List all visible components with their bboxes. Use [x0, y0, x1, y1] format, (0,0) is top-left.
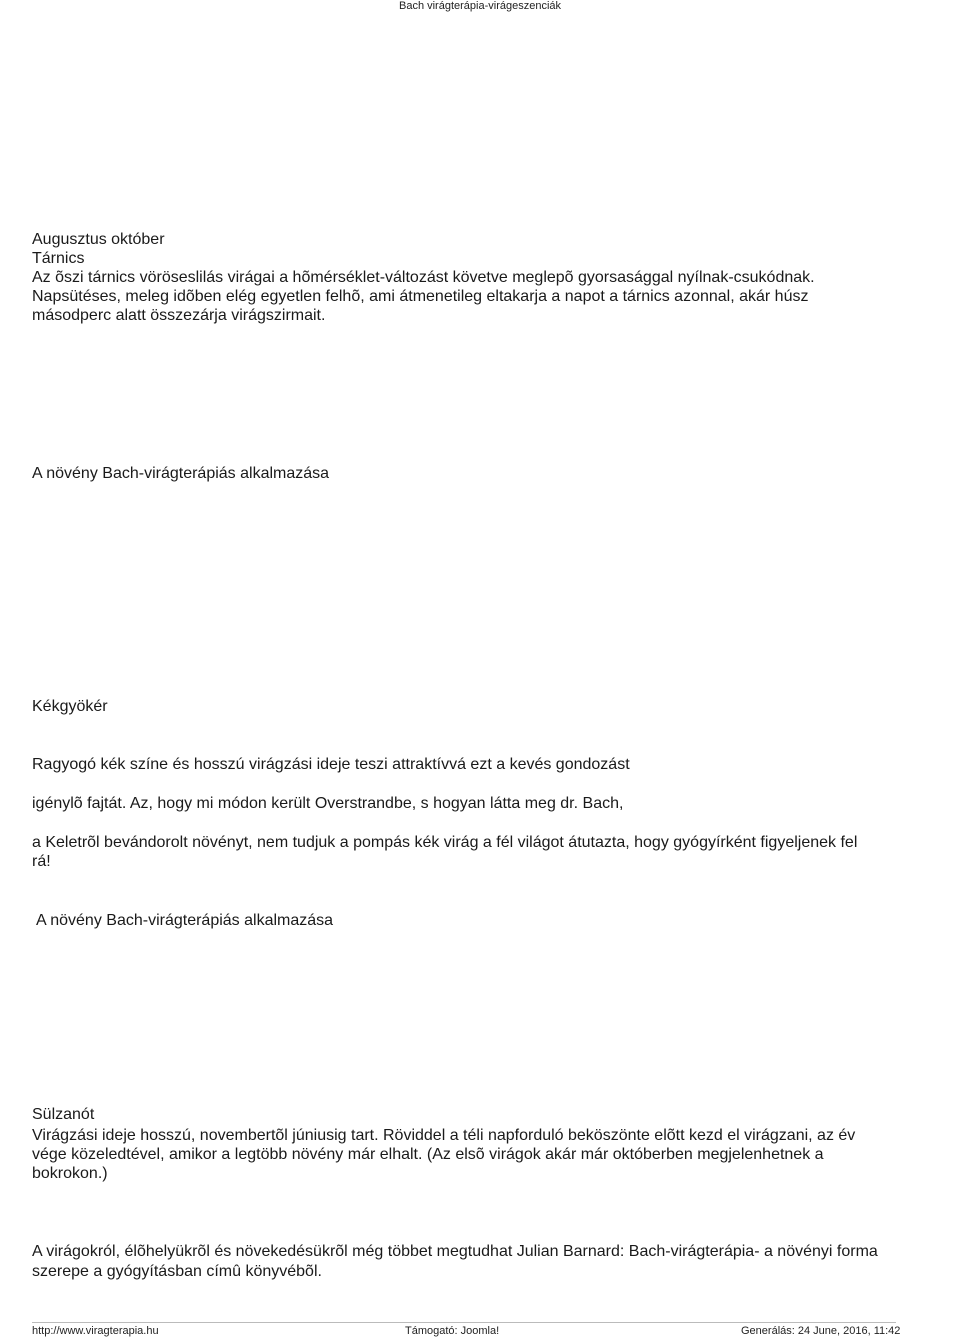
footer-generated: Generálás: 24 June, 2016, 11:42 — [741, 1325, 901, 1337]
closing-line: A virágokról, élõhelyükrõl és növekedésükrõl még többet megtudhat Julian Barnard: Bach-virágterápia- a növényi forma — [32, 1243, 878, 1260]
section1-line: másodperc alatt összezárja virágszirmait. — [32, 307, 326, 324]
section3-line: bokrokon.) — [32, 1165, 108, 1182]
section3-line: vége közeledtével, amikor a legtöbb növény már elhalt. (Az elsõ virágok akár már októberben megjelenhetnek a — [32, 1146, 824, 1163]
footer-site-url[interactable]: http://www.viragterapia.hu — [32, 1325, 159, 1337]
closing-paragraph — [32, 1242, 912, 1281]
section3-line: Virágzási ideje hosszú, novembertõl júniusig tart. Röviddel a téli napforduló beköszönte elõtt kezd el virágzani, az év — [32, 1127, 856, 1144]
section2-plant-name: Kékgyökér — [32, 698, 108, 715]
section2-application-link[interactable]: A növény Bach-virágterápiás alkalmazása — [36, 912, 334, 929]
section2-line: igénylõ fajtát. Az, hogy mi módon került Overstrandbe, s hogyan látta meg dr. Bach, — [32, 795, 624, 812]
closing-line: szerepe a gyógyításban címû könyvébõl. — [32, 1263, 322, 1280]
section1-line: Az õszi tárnics vöröseslilás virágai a hõmérséklet-változást követve meglepõ gyorsasággal nyílnak-csukódnak. — [32, 269, 815, 286]
section2-line: a Keletrõl bevándorolt növényt, nem tudjuk a pompás kék virág a fél világot átutazta, hogy gyógyírként figyeljenek fel — [32, 834, 858, 851]
section3-description — [32, 1126, 912, 1183]
footer-divider — [32, 1322, 896, 1323]
page-header-title: Bach virágterápia-virágeszenciák — [398, 0, 562, 12]
footer-support: Támogató: Joomla! — [405, 1325, 500, 1337]
section2-line: rá! — [32, 853, 51, 870]
section1-description — [32, 268, 912, 325]
section1-application-link[interactable]: A növény Bach-virágterápiás alkalmazása — [32, 465, 330, 482]
section3-plant-name: Sülzanót — [32, 1106, 95, 1123]
section1-line: Napsütéses, meleg idõben elég egyetlen felhõ, ami átmenetileg eltakarja a napot a tárnics azonnal, akár húsz — [32, 288, 809, 305]
section2-line: Ragyogó kék színe és hosszú virágzási ideje teszi attraktívvá ezt a kevés gondozást — [32, 756, 630, 773]
section1-months: Augusztus október — [32, 231, 165, 248]
section1-plant-name: Tárnics — [32, 250, 85, 267]
